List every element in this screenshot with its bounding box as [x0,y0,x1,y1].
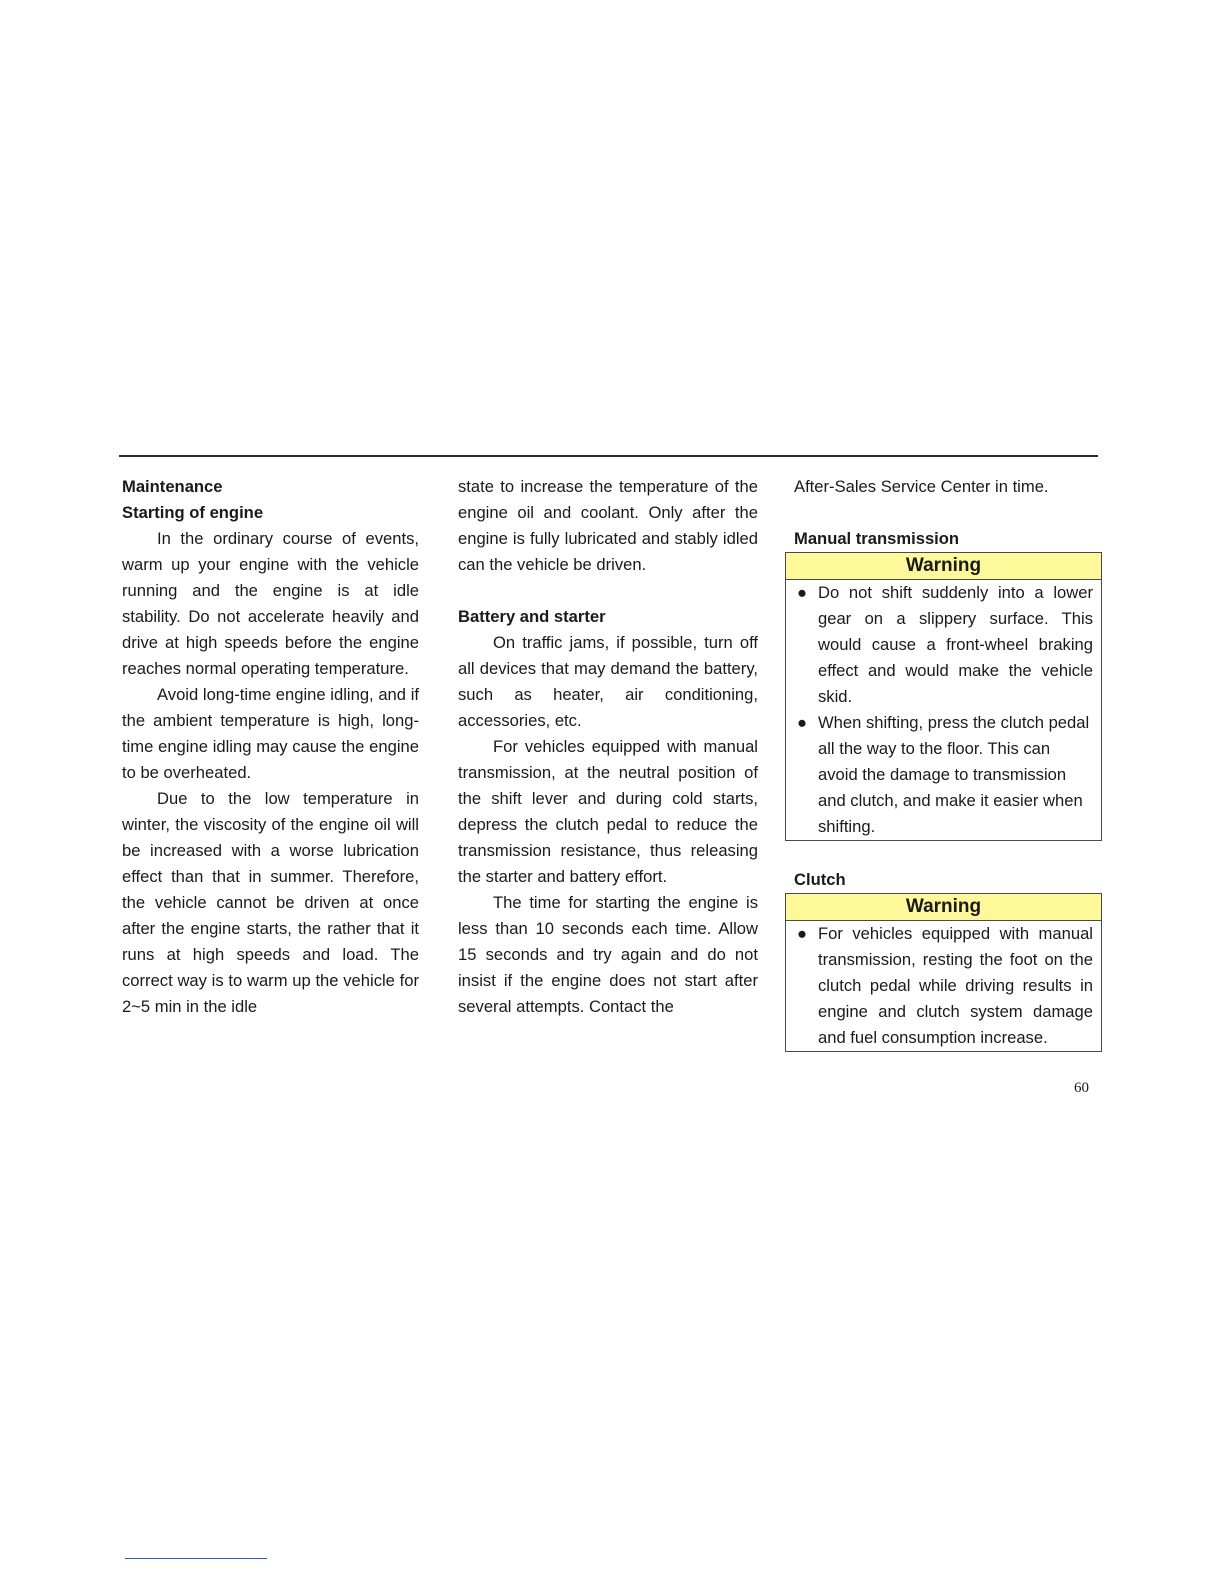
paragraph: For vehicles equipped with manual transmission, at the neutral position of the shift lever and during cold starts, depress the clutch pedal to reduce the transmission resistance, thus releasing the starter and battery effort. [458,737,758,886]
warning-box-clutch [785,893,1102,1052]
warning-item [786,921,1093,1051]
footer-line [125,1558,267,1559]
warning-item-text: When shifting, press the clutch pedal all the way to the floor. This can avoid the damage to transmission and clutch, and make it easier when shifting. [818,713,1090,836]
warning-item [786,580,1093,710]
column-1 [122,474,419,1020]
paragraph: state to increase the temperature of the engine oil and coolant. Only after the engine is fully lubricated and stably idled can the vehicle be driven. [458,477,758,574]
column-3 [785,474,1104,1052]
warning-list [786,580,1101,840]
warning-item [786,710,1093,840]
section-title-maintenance: Maintenance [122,477,223,496]
warning-title: Warning [786,894,1101,921]
paragraph: On traffic jams, if possible, turn off all devices that may demand the battery, such as heater, air conditioning, accessories, etc. [458,633,758,730]
bullet-icon: ● [796,924,808,943]
subsection-title-manual-transmission: Manual transmission [794,529,960,548]
bullet-icon: ● [796,583,808,602]
subsection-title-battery-starter: Battery and starter [458,607,606,626]
subsection-title-starting-engine: Starting of engine [122,503,264,522]
subsection-title-clutch: Clutch [794,870,846,889]
warning-title: Warning [786,553,1101,580]
paragraph: The time for starting the engine is less than 10 seconds each time. Allow 15 seconds and try again and do not insist if the engine does not start after several attempts. Contact the [458,893,758,1016]
paragraph: In the ordinary course of events, warm up your engine with the vehicle running and the engine is at idle stability. Do not accelerate heavily and drive at high speeds before the engine reaches normal operating temperature. [122,529,419,678]
header-rule [119,455,1098,457]
paragraph: After-Sales Service Center in time. [794,477,1049,496]
warning-list [786,921,1101,1051]
warning-item-text: Do not shift suddenly into a lower gear on a slippery surface. This would cause a front-wheel braking effect and would make the vehicle skid. [818,583,1093,706]
warning-box-manual-transmission [785,552,1102,841]
warning-item-text: For vehicles equipped with manual transmission, resting the foot on the clutch pedal while driving results in engine and clutch system damage and fuel consumption increase. [818,924,1093,1047]
paragraph: Avoid long-time engine idling, and if the ambient temperature is high, long-time engine idling may cause the engine to be overheated. [122,685,419,782]
paragraph: Due to the low temperature in winter, the viscosity of the engine oil will be increased with a worse lubrication effect than that in summer. Therefore, the vehicle cannot be driven at once after the engine starts, the rather that it runs at high speeds and load. The correct way is to warm up the vehicle for 2~5 min in the idle [122,789,419,1016]
column-2 [458,474,758,1020]
bullet-icon: ● [796,713,808,732]
page-number: 60 [1074,1080,1089,1096]
